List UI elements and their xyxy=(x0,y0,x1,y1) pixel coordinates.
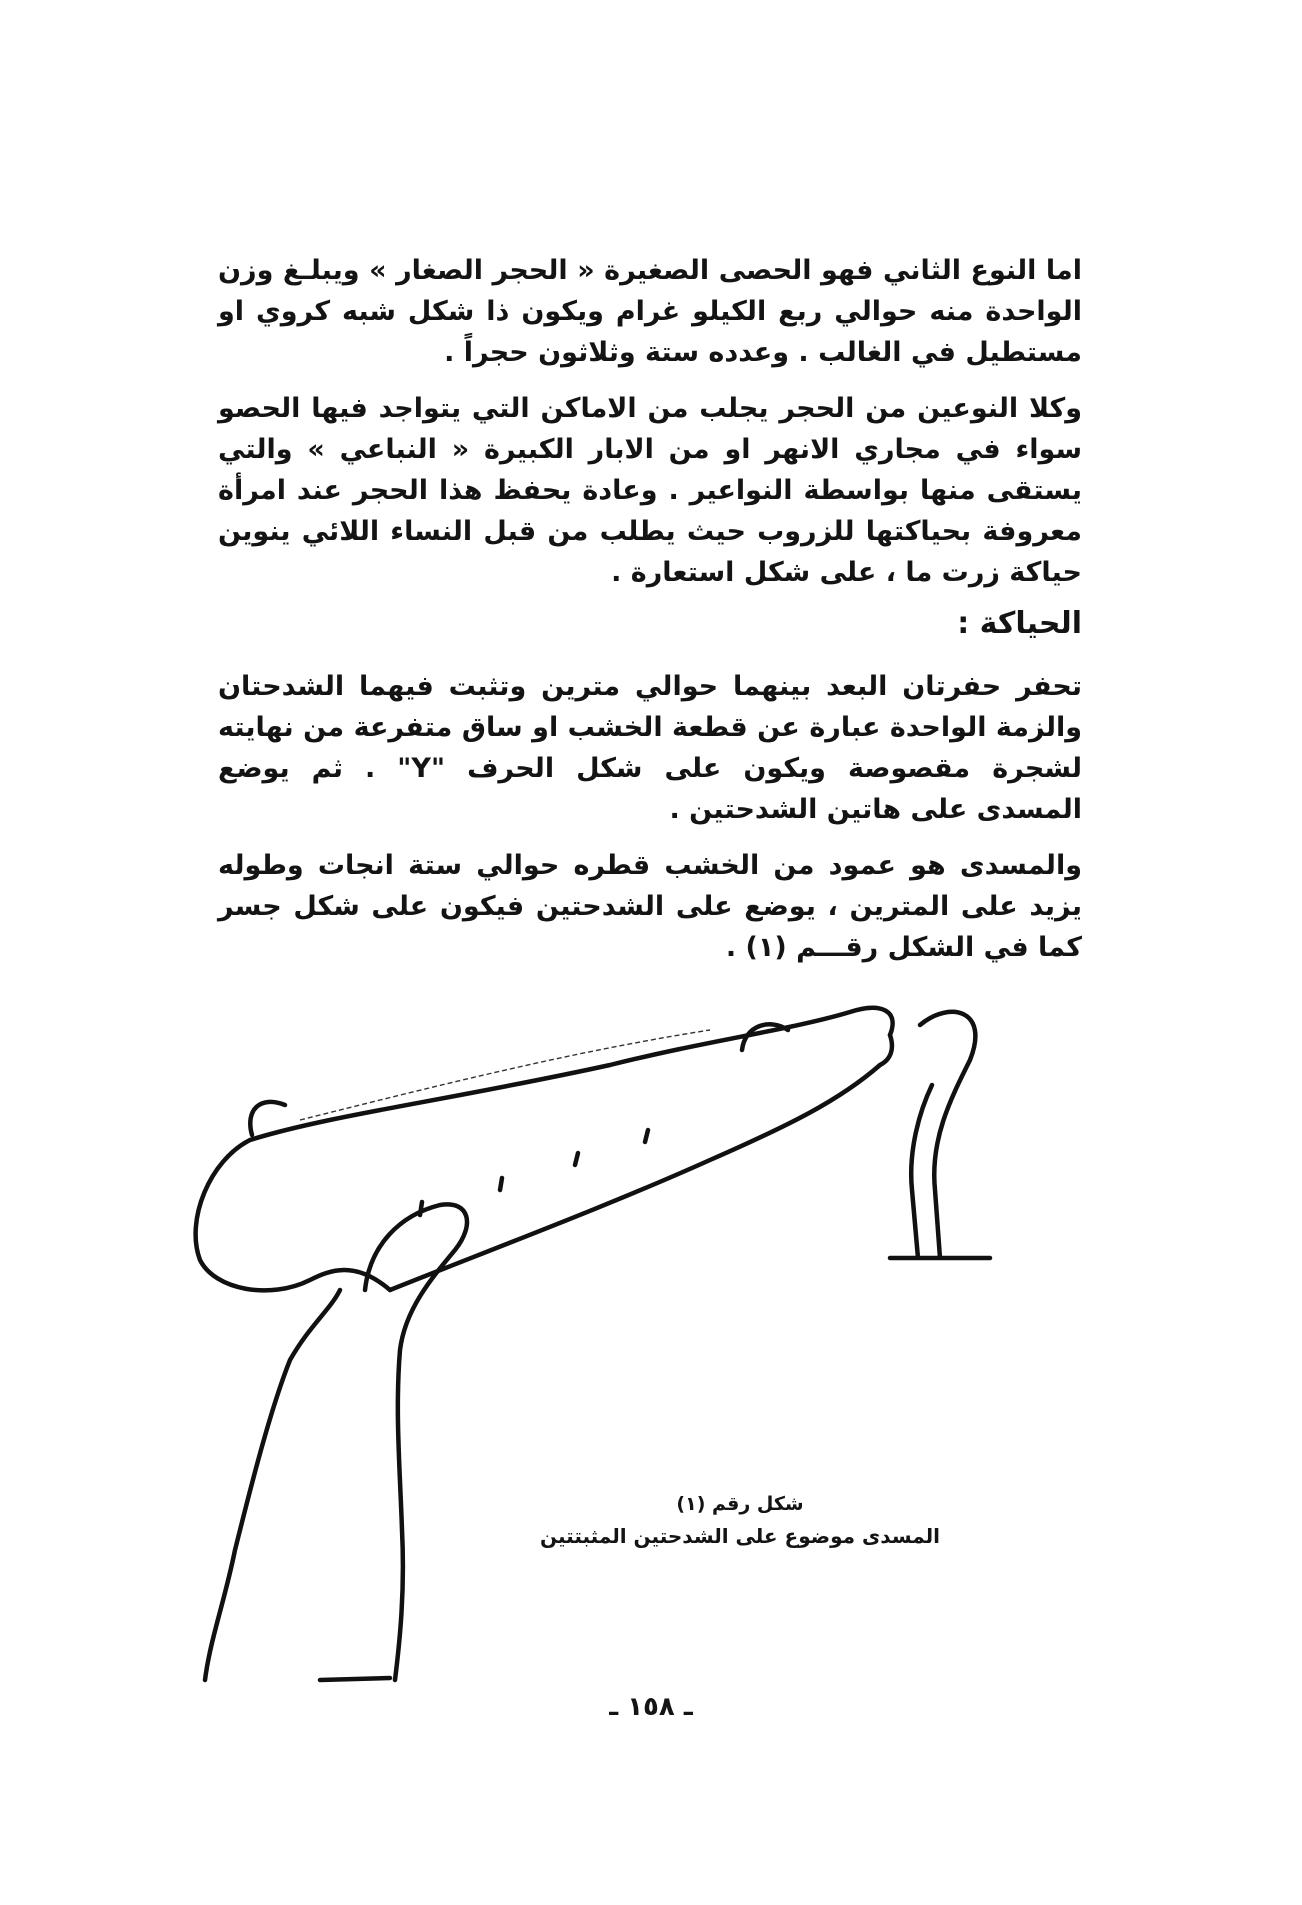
figure-caption-number: شكل رقم (١) xyxy=(676,1493,804,1515)
paragraph-stone-source: وكلا النوعين من الحجر يجلب من الاماكن التي يتواجد فيها الحصو سواء في مجاري الانهر او من الابار الكبيرة « النباعي » والتي يستقى منها بواسطة النواعير . وعادة يحفظ هذا الحجر عند امرأة معروفة بحياكتها للزروب حيث يطلب من قبل النساء اللائي ينوين حياكة زرت ما ، على شكل استعارة . xyxy=(218,393,1082,588)
paragraph-beam: والمسدى هو عمود من الخشب قطره حوالي ستة انجات وطوله يزيد على المترين ، يوضع على الشدحتين فيكون على شكل جسر كما في الشكل رقـــم (١) . xyxy=(218,850,1082,963)
page-number: ـ ١٥٨ ـ xyxy=(609,1692,693,1722)
paragraph-posts: تحفر حفرتان البعد بينهما حوالي مترين وتثبت فيهما الشدحتان والزمة الواحدة عبارة عن قطعة الخشب او ساق متفرعة من نهايته لشجرة مقصوصة ويكون على شكل الحرف "Y" . ثم يوضع المسدى على هاتين الشدحتين . xyxy=(218,671,1082,825)
beam-bottom-edge xyxy=(390,1065,880,1290)
beam-shading xyxy=(300,1030,710,1120)
section-heading-weaving: الحياكة : xyxy=(957,606,1082,641)
figure-caption-title: المسدى موضوع على الشدحتين المثبتتين xyxy=(540,1524,940,1548)
right-post xyxy=(890,1012,990,1258)
beam-left-end xyxy=(196,1140,390,1290)
beam-right-end xyxy=(880,1035,892,1065)
paragraph-stones: اما النوع الثاني فهو الحصى الصغيرة « الحجر الصغار » ويبلـغ وزن الواحدة منه حوالي ربع الكيلو غرام ويكون ذا شكل شبه كروي او مستطيل في الغالب . وعدده ستة وثلاثون حجراً . xyxy=(218,255,1082,368)
loom-beam-sketch xyxy=(190,990,1090,1690)
